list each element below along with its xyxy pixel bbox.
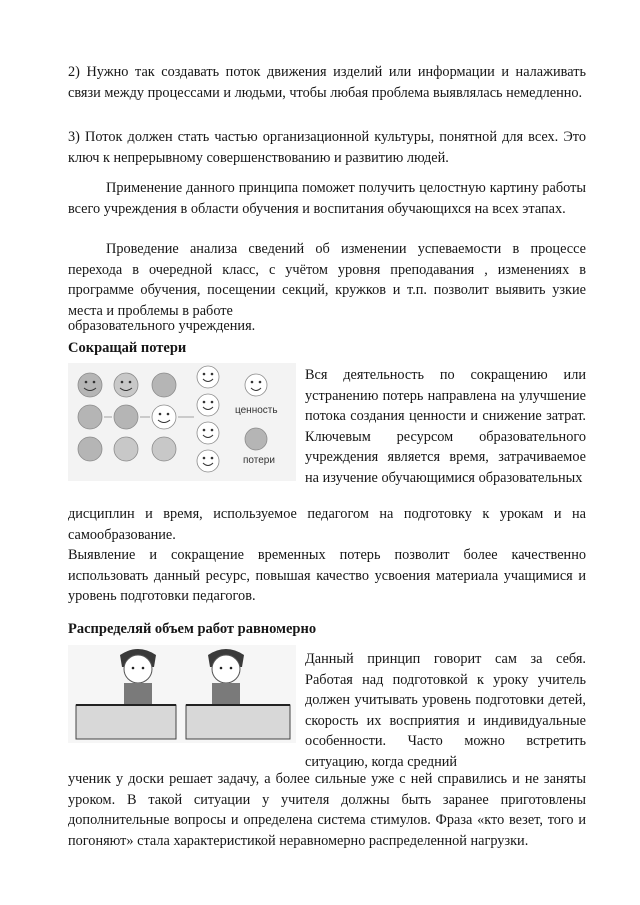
paragraph-point-2: 2) Нужно так создавать поток движения изделий или информации и налаживать связи между процессами и людьми, чтобы любая проблема выявлялась немедленно. [68, 64, 586, 101]
paragraph-apply-principle: Применение данного принципа поможет получить целостную картину работы всего учреждения в области обучения и воспитания обучающихся на всех этапах. [68, 180, 586, 217]
legend-label-value: ценность [235, 405, 278, 416]
paragraph-point-3: 3) Поток должен стать частью организационной культуры, понятной для всех. Это ключ к непрерывному совершенствованию и развитию людей. [68, 129, 586, 166]
section2-continued-text: ученик у доски решает задачу, а более сильные уже с ней справились и не заняты уроком. В такой ситуации у учителя должны быть заранее приготовлены дополнительные вопросы и определена система стимулов. Фраза «кто везет, того и погоняют» стала характеристикой неравномерно распределенной нагрузки. [68, 771, 586, 849]
smiley-value-losses-figure [68, 363, 296, 481]
paragraph-analysis-tail: образовательного учреждения. [68, 318, 256, 334]
section-heading-reduce-losses: Сокращай потери [68, 340, 187, 356]
students-at-desks-figure [68, 645, 296, 743]
paragraph-analysis: Проведение анализа сведений об изменении успеваемости в процессе перехода в очередной класс, с учётом уровня преподавания , изменениях в программе обучения, посещении секций, кружков и т.п. позволит выявить узкие места и проблемы в работе [68, 241, 586, 319]
section2-wrapped-text: Данный принцип говорит сам за себя. Работая над подготовкой к уроку учитель должен учитывать уровень подготовки детей, скорость их восприятия и индивидуальные особенности. Часто можно встретить ситуацию, когда средний [305, 651, 586, 770]
section1-wrapped-text: Вся деятельность по сокращению или устранению потерь направлена на улучшение потока создания ценности и снижение затрат. Ключевым ресурсом образовательного учреждения является время, затрачиваемое на изучение обучающимися образовательных [305, 367, 586, 486]
section-heading-distribute-work: Распределяй объем работ равномерно [68, 621, 317, 637]
legend-label-losses: потери [243, 455, 275, 466]
section1-continued-text: дисциплин и время, используемое педагогом на подготовку к урокам и на самообразование. [68, 506, 586, 543]
section1-paragraph-reduction: Выявление и сокращение временных потерь позволит более качественно использовать данный ресурс, повышая качество усвоения материала учащимися и уровень подготовки педагогов. [68, 547, 586, 604]
